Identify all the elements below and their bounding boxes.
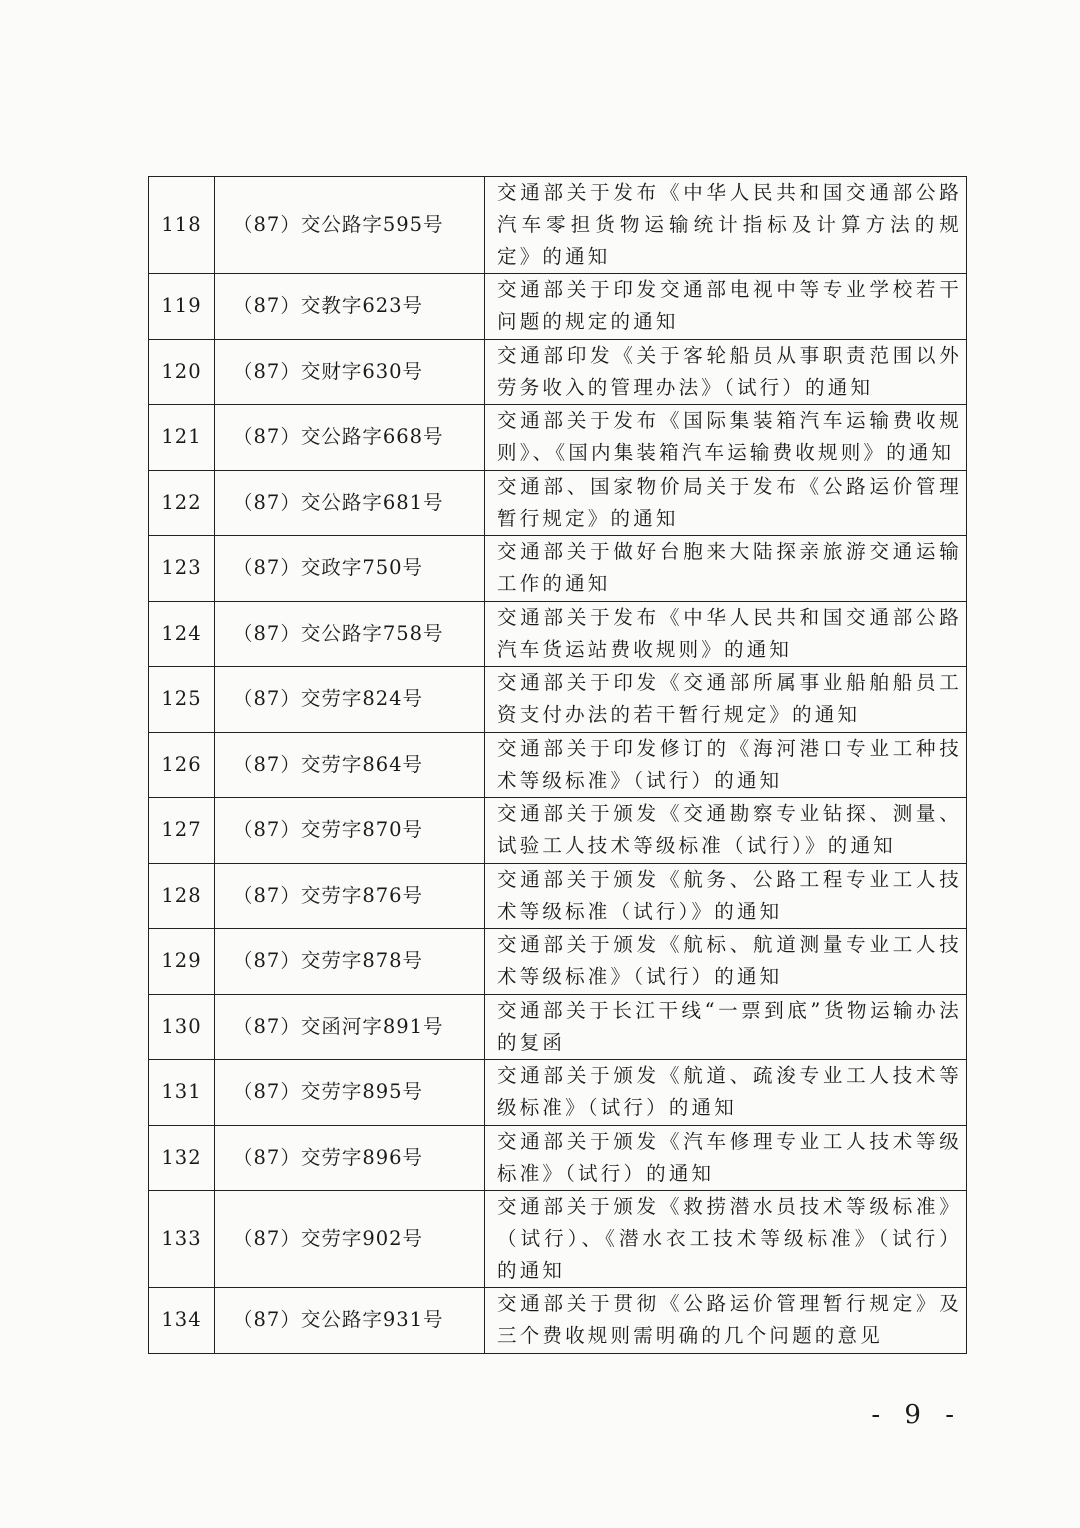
document-code-cell: （87）交劳字902号	[215, 1191, 485, 1288]
document-title-cell: 交通部关于发布《中华人民共和国交通部公路汽车货运站费收规则》的通知	[485, 601, 967, 667]
document-title-cell: 交通部关于印发修订的《海河港口专业工种技术等级标准》（试行）的通知	[485, 732, 967, 798]
document-title-cell: 交通部关于颁发《交通勘察专业钻探、测量、试验工人技术等级标准（试行）》的通知	[485, 798, 967, 864]
table-row	[149, 536, 967, 602]
page-number: - 9 -	[871, 1400, 962, 1430]
document-code-cell: （87）交公路字595号	[215, 177, 485, 274]
row-number-cell: 130	[149, 994, 215, 1060]
document-code-cell: （87）交劳字878号	[215, 929, 485, 995]
table-row	[149, 929, 967, 995]
document-title-cell: 交通部关于发布《中华人民共和国交通部公路汽车零担货物运输统计指标及计算方法的规定》的通知	[485, 177, 967, 274]
document-code-cell: （87）交政字750号	[215, 536, 485, 602]
row-number-cell: 126	[149, 732, 215, 798]
table-row	[149, 177, 967, 274]
row-number-cell: 124	[149, 601, 215, 667]
document-title-cell: 交通部关于长江干线“一票到底”货物运输办法的复函	[485, 994, 967, 1060]
row-number-cell: 133	[149, 1191, 215, 1288]
document-title-cell: 交通部关于贯彻《公路运价管理暂行规定》及三个费收规则需明确的几个问题的意见	[485, 1288, 967, 1354]
row-number-cell: 131	[149, 1060, 215, 1126]
table-row	[149, 732, 967, 798]
document-code-cell: （87）交公路字668号	[215, 405, 485, 471]
row-number-cell: 119	[149, 274, 215, 340]
table-row	[149, 339, 967, 405]
table-row	[149, 601, 967, 667]
table-row	[149, 863, 967, 929]
document-title-cell: 交通部印发《关于客轮船员从事职责范围以外劳务收入的管理办法》（试行）的通知	[485, 339, 967, 405]
table-row	[149, 994, 967, 1060]
document-title-cell: 交通部关于颁发《航道、疏浚专业工人技术等级标准》（试行）的通知	[485, 1060, 967, 1126]
table-row	[149, 405, 967, 471]
row-number-cell: 129	[149, 929, 215, 995]
document-title-cell: 交通部关于颁发《航标、航道测量专业工人技术等级标准》（试行）的通知	[485, 929, 967, 995]
table-row	[149, 274, 967, 340]
row-number-cell: 120	[149, 339, 215, 405]
row-number-cell: 134	[149, 1288, 215, 1354]
row-number-cell: 122	[149, 470, 215, 536]
document-code-cell: （87）交公路字758号	[215, 601, 485, 667]
document-code-cell: （87）交公路字931号	[215, 1288, 485, 1354]
row-number-cell: 127	[149, 798, 215, 864]
document-title-cell: 交通部关于颁发《救捞潜水员技术等级标准》（试行）、《潜水衣工技术等级标准》（试行）的通知	[485, 1191, 967, 1288]
row-number-cell: 125	[149, 667, 215, 733]
document-code-cell: （87）交劳字864号	[215, 732, 485, 798]
table-row	[149, 1125, 967, 1191]
document-title-cell: 交通部关于发布《国际集装箱汽车运输费收规则》、《国内集装箱汽车运输费收规则》的通知	[485, 405, 967, 471]
document-code-cell: （87）交公路字681号	[215, 470, 485, 536]
row-number-cell: 128	[149, 863, 215, 929]
document-title-cell: 交通部关于印发交通部电视中等专业学校若干问题的规定的通知	[485, 274, 967, 340]
document-list-table	[148, 176, 967, 1354]
document-code-cell: （87）交劳字895号	[215, 1060, 485, 1126]
table-row	[149, 1060, 967, 1126]
table-row	[149, 798, 967, 864]
document-title-cell: 交通部关于颁发《汽车修理专业工人技术等级标准》（试行）的通知	[485, 1125, 967, 1191]
row-number-cell: 118	[149, 177, 215, 274]
document-code-cell: （87）交劳字870号	[215, 798, 485, 864]
row-number-cell: 121	[149, 405, 215, 471]
table-row	[149, 470, 967, 536]
document-title-cell: 交通部关于印发《交通部所属事业船舶船员工资支付办法的若干暂行规定》的通知	[485, 667, 967, 733]
document-title-cell: 交通部、国家物价局关于发布《公路运价管理暂行规定》的通知	[485, 470, 967, 536]
table-row	[149, 667, 967, 733]
table-row	[149, 1191, 967, 1288]
document-code-cell: （87）交劳字876号	[215, 863, 485, 929]
table-body	[149, 177, 967, 1354]
document-code-cell: （87）交函河字891号	[215, 994, 485, 1060]
row-number-cell: 123	[149, 536, 215, 602]
document-code-cell: （87）交劳字896号	[215, 1125, 485, 1191]
document-code-cell: （87）交财字630号	[215, 339, 485, 405]
document-code-cell: （87）交劳字824号	[215, 667, 485, 733]
document-code-cell: （87）交教字623号	[215, 274, 485, 340]
document-title-cell: 交通部关于颁发《航务、公路工程专业工人技术等级标准（试行）》的通知	[485, 863, 967, 929]
document-title-cell: 交通部关于做好台胞来大陆探亲旅游交通运输工作的通知	[485, 536, 967, 602]
row-number-cell: 132	[149, 1125, 215, 1191]
table-row	[149, 1288, 967, 1354]
